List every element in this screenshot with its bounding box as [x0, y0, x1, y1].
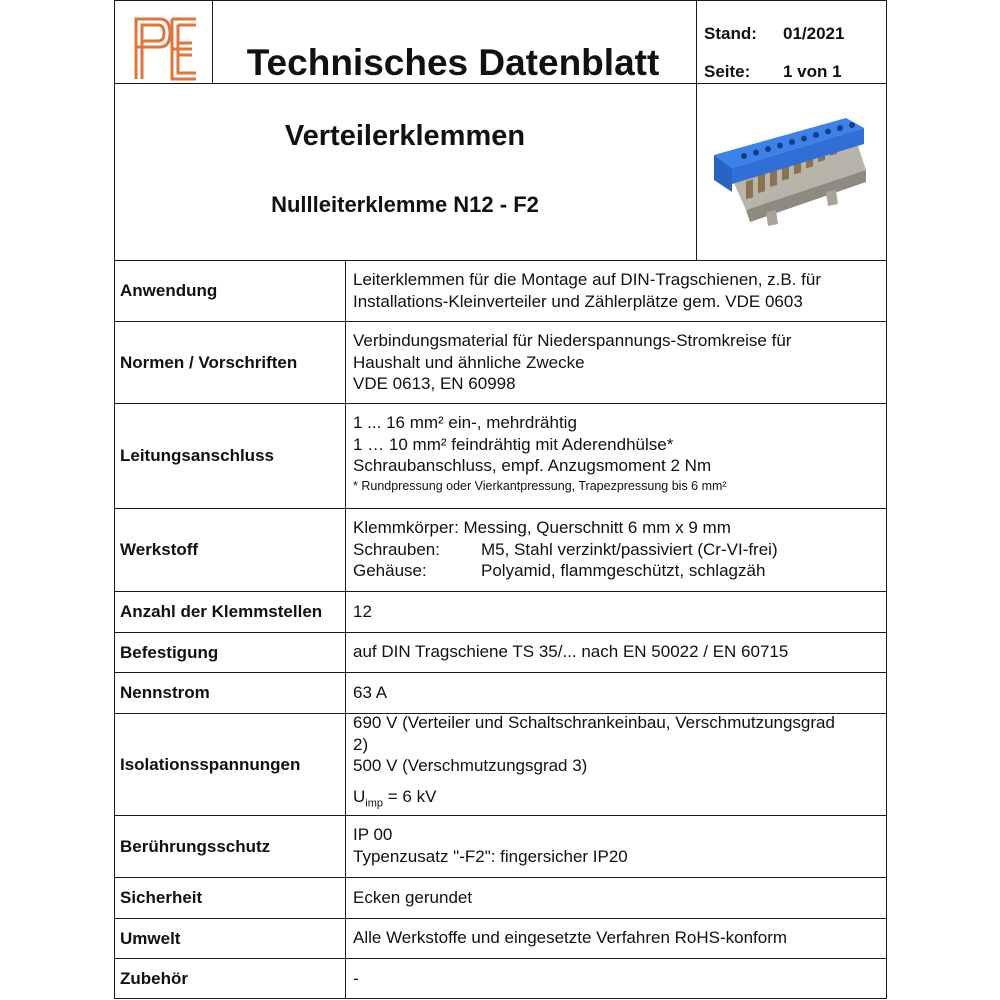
label-leitungsanschluss: Leitungsanschluss — [120, 446, 274, 465]
value-isolationsspannungen: 690 V (Verteiler und Schaltschrankeinbau, Verschmutzungsgrad 2) 500 V (Verschmutzungsgrad 3) $U_{imp} = 6$ kV — [353, 713, 835, 809]
value-normen: Verbindungsmaterial für Niederspannungs-Stromkreise für Haushalt und ähnliche Zwecke VDE 0613, EN 60998 — [353, 331, 792, 393]
value-leitungsanschluss: 1 ... 16 mm² ein-, mehrdrähtig 1 … 10 mm² feindrähtig mit Aderendhülse* Schraubanschluss, empf. Anzugsmoment 2 Nm * Rundpressung oder Vierkantpressung, Trapezpressung bis 6 mm² — [353, 412, 883, 495]
label-normen: Normen / Vorschriften — [120, 352, 298, 372]
value-werkstoff: Klemmkörper: Messing, Querschnitt 6 mm x 9 mm Schrauben: M5, Stahl verzinkt/passiviert (Cr-VI-frei) Gehäuse: Polyamid, flammgeschützt, schlagzäh — [353, 518, 778, 580]
page-label: Seite: — [704, 62, 751, 81]
company-logo — [130, 15, 200, 81]
label-zubehoer: Zubehör — [120, 968, 188, 988]
footnote: * Rundpressung oder Vierkantpressung, Trapezpressung bis 6 mm² — [353, 478, 727, 493]
product-category: Verteilerklemmen — [284, 120, 526, 152]
value-umwelt: Alle Werkstoffe und eingesetzte Verfahren RoHS-konform — [353, 928, 788, 947]
label-anwendung: Anwendung — [120, 281, 218, 300]
value-anwendung: Leiterklemmen für die Montage auf DIN-Tragschienen, z.B. für Installations-Kleinverteiler und Zählerplätze gem. VDE 0603 — [353, 270, 822, 311]
label-isolationsspannungen: Isolationsspannungen — [120, 754, 301, 774]
value-anzahl: 12 — [353, 602, 372, 621]
stand-label: Stand: — [704, 24, 757, 43]
label-befestigung: Befestigung — [120, 642, 219, 662]
value-beruehrungsschutz: IP 00 Typenzusatz "-F2": fingersicher IP20 — [353, 825, 628, 866]
label-nennstrom: Nennstrom — [120, 683, 210, 702]
label-sicherheit: Sicherheit — [120, 888, 203, 907]
label-umwelt: Umwelt — [120, 928, 181, 948]
value-zubehoer: - — [353, 969, 359, 988]
terminal-block-image — [706, 100, 876, 230]
value-nennstrom: 63 A — [353, 683, 388, 702]
product-name: Nullleiterklemme N12 - F2 — [271, 192, 539, 217]
page-value: 1 von 1 — [783, 62, 842, 81]
value-sicherheit: Ecken gerundet — [353, 888, 473, 907]
value-befestigung: auf DIN Tragschiene TS 35/... nach EN 50022 / EN 60715 — [353, 642, 789, 661]
label-anzahl: Anzahl der Klemmstellen — [120, 602, 323, 621]
stand-value: 01/2021 — [783, 24, 845, 43]
label-beruehrungsschutz: Berührungsschutz — [120, 836, 271, 856]
page-title: Technisches Datenblatt — [246, 42, 660, 83]
label-werkstoff: Werkstoff — [120, 540, 199, 559]
